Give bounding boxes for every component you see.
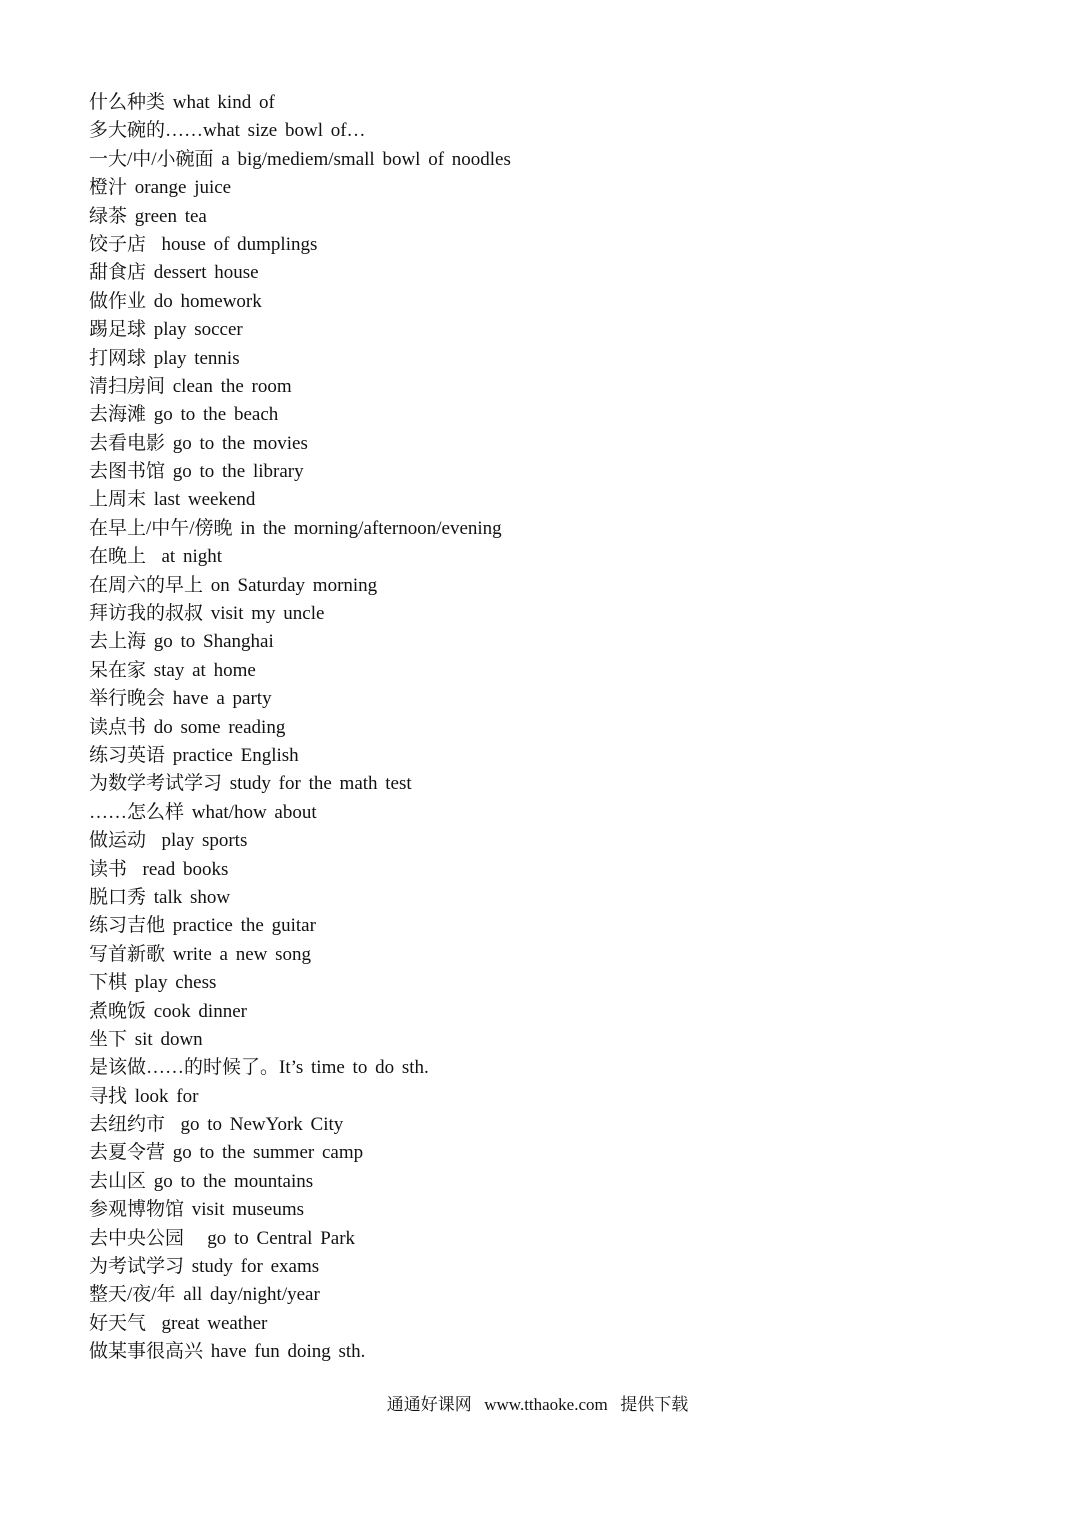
phrase-item: 坐下 sit down <box>89 1028 203 1050</box>
phrase-item: 做某事很高兴 have fun doing sth. <box>89 1341 366 1363</box>
phrase-item: 绿茶 green tea <box>89 205 207 227</box>
phrase-item: 写首新歌 write a new song <box>89 943 312 965</box>
phrase-item: 去海滩 go to the beach <box>89 404 279 426</box>
phrase-item: 做作业 do homework <box>89 290 262 312</box>
phrase-item: 在早上/中午/傍晚 in the morning/afternoon/evening <box>89 517 502 539</box>
phrase-item: 去夏令营 go to the summer camp <box>89 1142 364 1164</box>
phrase-item: 去纽约市 go to NewYork City <box>89 1114 344 1136</box>
phrase-item: ……怎么样 what/how about <box>89 801 317 823</box>
phrase-item: 打网球 play tennis <box>89 347 240 369</box>
phrase-item: 做运动 play sports <box>89 830 248 852</box>
phrase-item: 在周六的早上 on Saturday morning <box>89 574 378 596</box>
phrase-item: 呆在家 stay at home <box>89 659 256 681</box>
phrase-item: 举行晚会 have a party <box>89 688 272 710</box>
phrase-item: 去看电影 go to the movies <box>89 432 308 454</box>
phrase-item: 饺子店 house of dumplings <box>89 233 318 255</box>
phrase-item: 一大/中/小碗面 a big/mediem/small bowl of noodles <box>89 148 511 170</box>
phrase-item: 脱口秀 talk show <box>89 886 231 908</box>
phrase-item: 去山区 go to the mountains <box>89 1170 314 1192</box>
phrase-item: 为数学考试学习 study for the math test <box>89 773 412 795</box>
phrase-item: 练习吉他 practice the guitar <box>89 915 316 937</box>
phrase-item: 清扫房间 clean the room <box>89 375 292 397</box>
phrase-item: 去中央公园 go to Central Park <box>89 1227 356 1249</box>
phrase-item: 整天/夜/年 all day/night/year <box>89 1284 320 1306</box>
phrase-item: 读书 read books <box>89 858 229 880</box>
phrase-item: 为考试学习 study for exams <box>89 1256 320 1278</box>
phrase-item: 去图书馆 go to the library <box>89 461 304 483</box>
phrase-list <box>89 89 511 1367</box>
phrase-item: 上周末 last weekend <box>89 489 256 511</box>
phrase-item: 橙汁 orange juice <box>89 177 232 199</box>
phrase-item: 下棋 play chess <box>89 972 217 994</box>
phrase-item: 好天气 great weather <box>89 1312 268 1334</box>
phrase-item: 练习英语 practice English <box>89 744 299 766</box>
phrase-item: 在晚上 at night <box>89 546 223 568</box>
phrase-item: 寻找 look for <box>89 1085 199 1107</box>
phrase-item: 是该做……的时候了。It’s time to do sth. <box>89 1057 429 1079</box>
phrase-item: 多大碗的……what size bowl of… <box>89 120 366 142</box>
phrase-item: 甜食店 dessert house <box>89 262 259 284</box>
phrase-item: 踢足球 play soccer <box>89 319 243 341</box>
phrase-item: 去上海 go to Shanghai <box>89 631 274 653</box>
phrase-item: 参观博物馆 visit museums <box>89 1199 305 1221</box>
phrase-item: 读点书 do some reading <box>89 716 286 738</box>
phrase-item: 煮晚饭 cook dinner <box>89 1000 247 1022</box>
phrase-item: 拜访我的叔叔 visit my uncle <box>89 603 325 625</box>
phrase-item: 什么种类 what kind of <box>89 92 275 113</box>
footer-source-note: 通通好课网 www.tthaoke.com 提供下载 <box>386 1395 689 1414</box>
